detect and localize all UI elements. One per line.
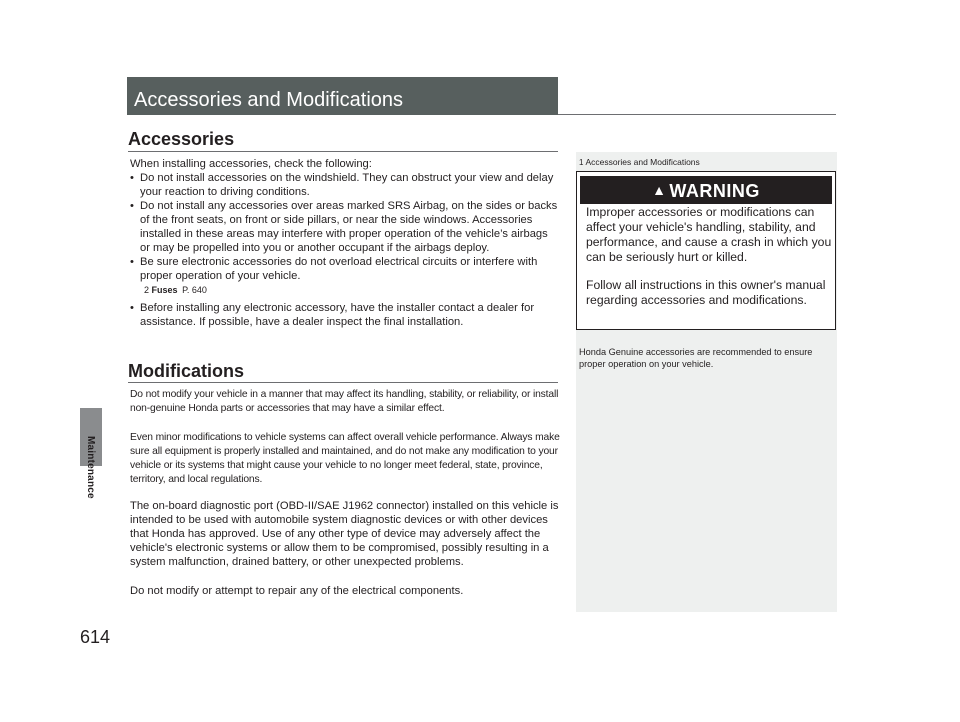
fuses-cross-reference[interactable] — [140, 283, 560, 297]
sidebar-heading: 1 Accessories and Modifications — [579, 157, 700, 167]
accessories-intro: When installing accessories, check the following: — [130, 158, 372, 170]
sidebar-marker-icon: 1 — [579, 158, 584, 167]
warning-triangle-icon: ▲ — [652, 182, 667, 198]
accessories-rule — [128, 151, 558, 152]
warning-label: WARNING — [669, 181, 760, 201]
accessories-heading: Accessories — [128, 129, 235, 149]
modifications-para-2: Even minor modifications to vehicle systems can affect overall vehicle performance. Always make sure all equipment is properly installed and maintained, and do not make any modification to your vehicle or its systems that might cause your vehicle to no longer meet federal, state, province, territory, and local regulations. — [130, 432, 560, 485]
accessories-list — [130, 171, 560, 329]
modifications-para-1: Do not modify your vehicle in a manner that may affect its handling, stability, or reliability, or install non-genuine Honda parts or accessories that may have a similar effect. — [130, 389, 559, 414]
list-item: • Be sure electronic accessories do not overload electrical circuits or interfere with proper operation of your vehicle. 2 Fuses P. 640 — [130, 255, 560, 297]
xref-page: P. 640 — [182, 285, 207, 295]
modifications-para-4: Do not modify or attempt to repair any of the electrical components. — [130, 585, 464, 597]
page-title: Accessories and Modifications — [134, 89, 404, 111]
xref-arrow-icon: 2 — [144, 285, 150, 295]
list-item: • Do not install any accessories over areas marked SRS Airbag, on the sides or backs of the front seats, on front or side pillars, or near the side windows. Accessories installed in these areas may interfere with proper operation of the vehicle’s airbags or may be propelled into you or another occupant if the airbags deploy. — [130, 200, 558, 254]
title-rule — [558, 114, 836, 115]
list-item: • Do not install accessories on the windshield. They can obstruct your view and delay your reaction to driving conditions. — [130, 172, 554, 198]
sidebar-note: Honda Genuine accessories are recommended to ensure proper operation on your vehicle. — [579, 347, 813, 369]
page-title-bar — [127, 77, 558, 115]
modifications-rule — [128, 382, 558, 383]
page-number: 614 — [80, 627, 111, 647]
section-label: Maintenance — [85, 436, 96, 499]
modifications-para-3: The on-board diagnostic port (OBD-II/SAE J1962 connector) installed on this vehicle is intended to be used with automobile system diagnostic devices or with other devices that Honda has approved. Use of any other type of device may adversely affect the vehicle's electronic systems or allow them to be compromised, possibly resulting in a system malfunction, drained battery, or other unexpected problems. — [130, 500, 559, 568]
list-item: • Before installing any electronic accessory, have the installer contact a dealer for assistance. If possible, have a dealer inspect the final installation. — [130, 302, 535, 328]
xref-label: Fuses — [151, 285, 178, 295]
warning-text-2: Follow all instructions in this owner's manual regarding accessories and modifications. — [586, 278, 826, 307]
warning-box — [576, 171, 836, 330]
warning-text-1: Improper accessories or modifications can affect your vehicle's handling, stability, and performance, and cause a crash in which you can be seriously hurt or killed. — [586, 205, 832, 264]
modifications-heading: Modifications — [128, 361, 244, 381]
warning-header — [580, 176, 832, 204]
